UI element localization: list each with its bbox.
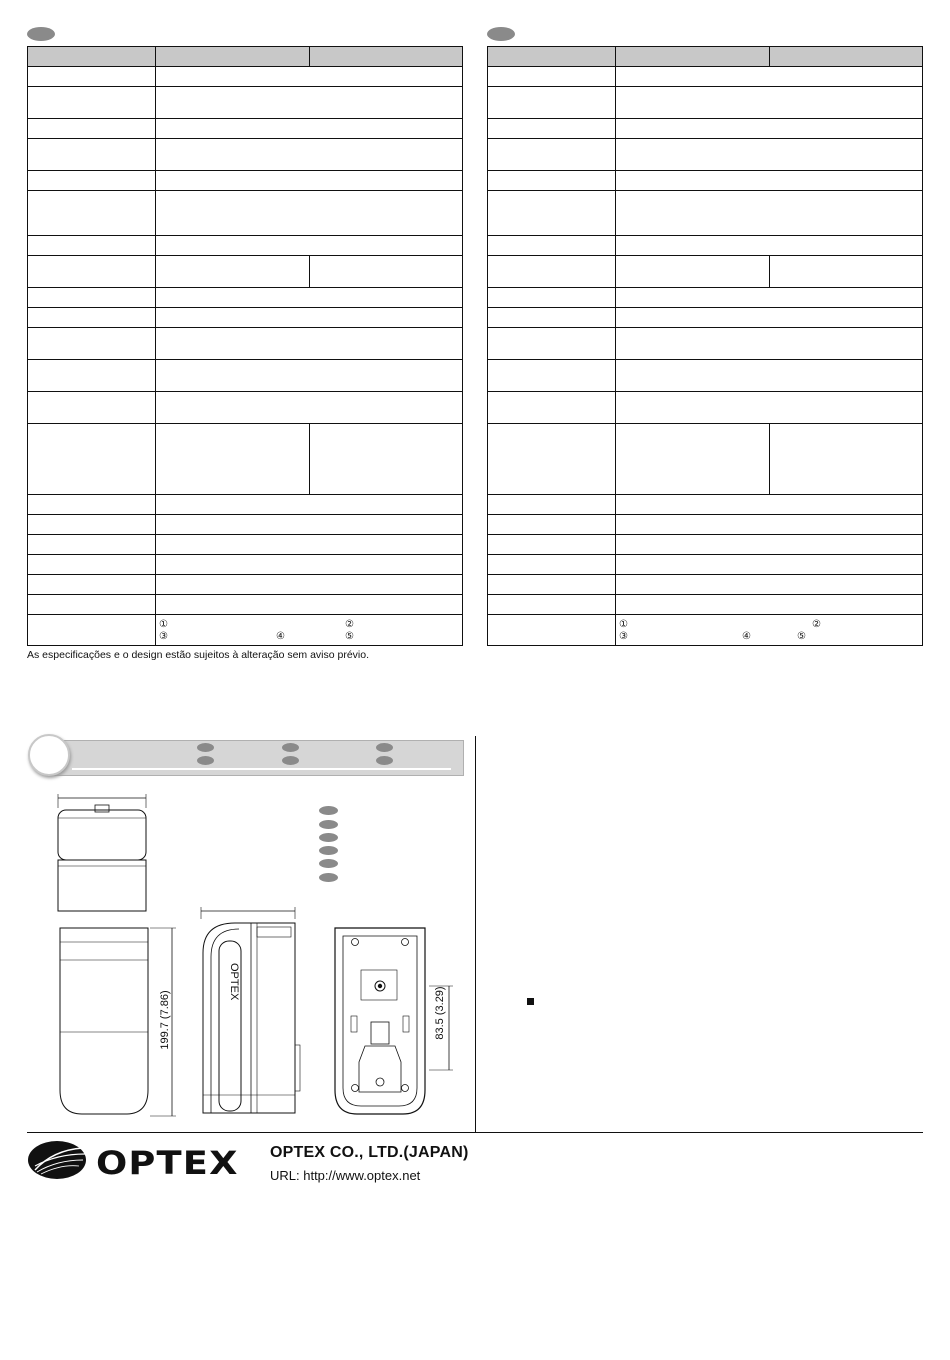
lang-pill	[376, 756, 393, 765]
optex-swoosh-logo	[27, 1140, 89, 1180]
section-number-circle	[28, 734, 70, 776]
circled-4: ④	[742, 631, 751, 642]
circled-1: ①	[619, 619, 628, 630]
lang-pill	[197, 743, 214, 752]
circled-5: ⑤	[797, 631, 806, 642]
svg-text:OPTEX: OPTEX	[228, 963, 240, 1001]
company-name: OPTEX CO., LTD.(JAPAN)	[270, 1144, 469, 1161]
base-dimension-label: 83.5 (3.29)	[434, 986, 446, 1040]
spec-table-left	[27, 46, 463, 646]
circled-3: ③	[619, 631, 628, 642]
circled-5: ⑤	[345, 631, 354, 642]
circled-3: ③	[159, 631, 168, 642]
legend-pill	[319, 873, 338, 882]
footer-divider	[27, 1132, 923, 1133]
circled-2: ②	[812, 619, 821, 630]
spec-table-right	[487, 46, 923, 646]
lang-pill	[282, 756, 299, 765]
circled-4: ④	[276, 631, 285, 642]
side-view-drawing	[195, 905, 310, 1120]
lang-pill	[376, 743, 393, 752]
company-url: URL: http://www.optex.net	[270, 1168, 421, 1183]
column-divider	[475, 736, 476, 1133]
legend-pill	[319, 806, 338, 815]
lang-pill	[282, 743, 299, 752]
circled-2: ②	[345, 619, 354, 630]
legend-pill	[319, 833, 338, 842]
top-view-drawing	[50, 792, 160, 914]
bullet-square	[527, 998, 534, 1005]
optex-wordmark: OPTEX	[96, 1144, 239, 1182]
dimensions-banner	[47, 740, 464, 776]
section-badge-right	[487, 27, 515, 41]
circled-1: ①	[159, 619, 168, 630]
lang-pill	[197, 756, 214, 765]
height-dimension-label: 199.7 (7.86)	[159, 990, 171, 1050]
disclaimer-note: As especificações e o design estão sujeitos à alteração sem aviso prévio.	[27, 649, 370, 661]
legend-pill	[319, 846, 338, 855]
legend-pill	[319, 820, 338, 829]
legend-pill	[319, 859, 338, 868]
section-badge-left	[27, 27, 55, 41]
